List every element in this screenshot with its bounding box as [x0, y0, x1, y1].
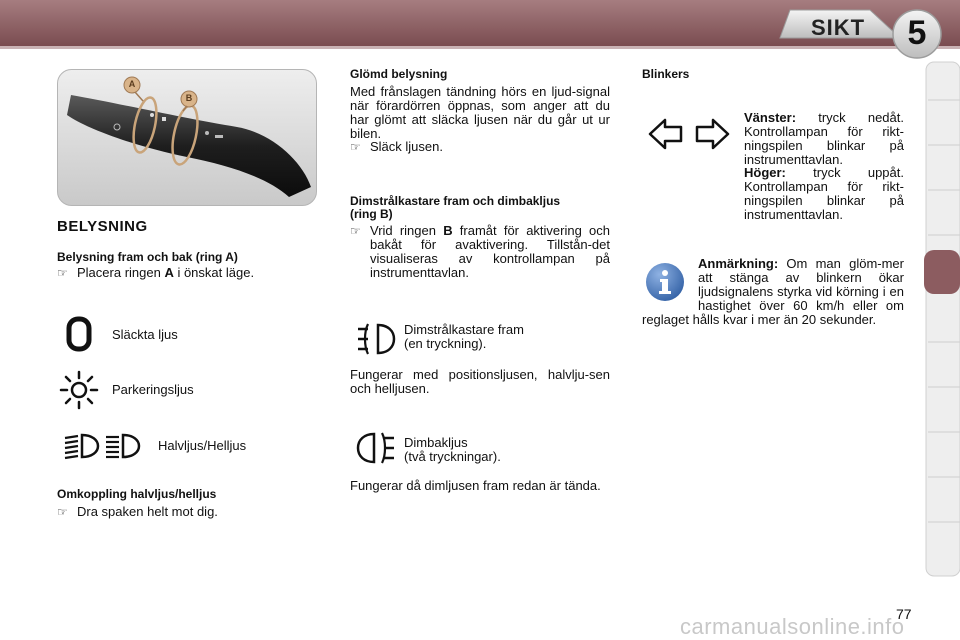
fog-instruction: Vrid ringen B framåt för aktivering och bakåt för avaktivering. Tillstån-det visualiseras av kontrollampan på instrumenttavlan. [370, 223, 610, 280]
front-fog-icon [356, 321, 396, 357]
front-fog-text: Fungerar med positionsljusen, halvlju-sen och helljusen. [350, 367, 610, 396]
right-arrow-icon [694, 117, 730, 151]
rear-fog-icon [356, 430, 396, 466]
chapter-number: 5 [907, 14, 927, 52]
low-beam-icon [62, 432, 102, 460]
ring-a-instruction: Placera ringen A i önskat läge. [77, 265, 255, 280]
forgotten-text: Med frånslagen tändning hörs en ljud-signal när förardörren öppnas, som anger att du har glömt att släcka ljusen när du går ut ur bilen. [350, 84, 610, 141]
page-number: 77 [896, 606, 912, 622]
pointing-hand-icon: ☞ [350, 224, 361, 238]
blinkers-heading: Blinkers [642, 67, 690, 81]
beam-label: Halvljus/Helljus [158, 438, 247, 453]
lights-off-icon [64, 316, 96, 354]
lights-off-label: Släckta ljus [112, 327, 178, 342]
ring-a-bullet [57, 266, 327, 280]
chapter-title: SIKT [810, 15, 866, 40]
switch-bullet [57, 505, 327, 519]
forgotten-bullet [350, 140, 610, 154]
active-chapter-tab [924, 250, 960, 294]
note-text: Anmärkning: Om man glöm-mer att stänga av blinkern ökar ljudsignalens styrka vid körning i en hastighet över 60 km/h eller om reglaget hålls kvar i mer än 20 sekunder. [642, 256, 904, 327]
pointing-hand-icon: ☞ [350, 140, 361, 154]
switch-heading: Omkoppling halvljus/helljus [57, 487, 217, 501]
parking-light-label: Parkeringsljus [112, 382, 194, 397]
ring-a-heading: Belysning fram och bak (ring A) [57, 250, 238, 264]
note-block [642, 257, 904, 327]
blinker-left-text: Vänster: tryck nedåt. Kontrollampan för rikt-ningspilen blinkar på instrumenttavlan. [744, 110, 904, 167]
fog-bullet [350, 224, 610, 280]
left-arrow-icon [648, 117, 684, 151]
rear-fog-text: Fungerar då dimljusen fram redan är tända. [350, 478, 601, 493]
rear-fog-label: Dimbakljus (två tryckningar). [404, 435, 501, 464]
watermark: carmanualsonline.info [680, 614, 905, 639]
high-beam-icon [103, 432, 143, 460]
ring-b-marker: B [185, 93, 193, 103]
forgotten-heading: Glömd belysning [350, 67, 448, 81]
front-fog-label: Dimstrålkastare fram (en tryckning). [404, 322, 524, 351]
switch-instruction: Dra spaken helt mot dig. [77, 504, 218, 519]
pointing-hand-icon: ☞ [57, 266, 68, 280]
ring-a-marker: A [128, 79, 136, 89]
fog-heading: Dimstrålkastare fram och dimbakljus (ring B) [350, 194, 561, 221]
pointing-hand-icon: ☞ [57, 505, 68, 519]
blinker-right-text: Höger: tryck uppåt. Kontrollampan för rikt-ningspilen blinkar på instrumenttavlan. [744, 165, 904, 222]
chapter-tabs [920, 60, 960, 580]
section-title: BELYSNING [57, 218, 148, 235]
light-stalk-image [57, 69, 317, 206]
parking-light-icon [58, 370, 100, 410]
forgotten-instruction: Släck ljusen. [370, 139, 443, 154]
